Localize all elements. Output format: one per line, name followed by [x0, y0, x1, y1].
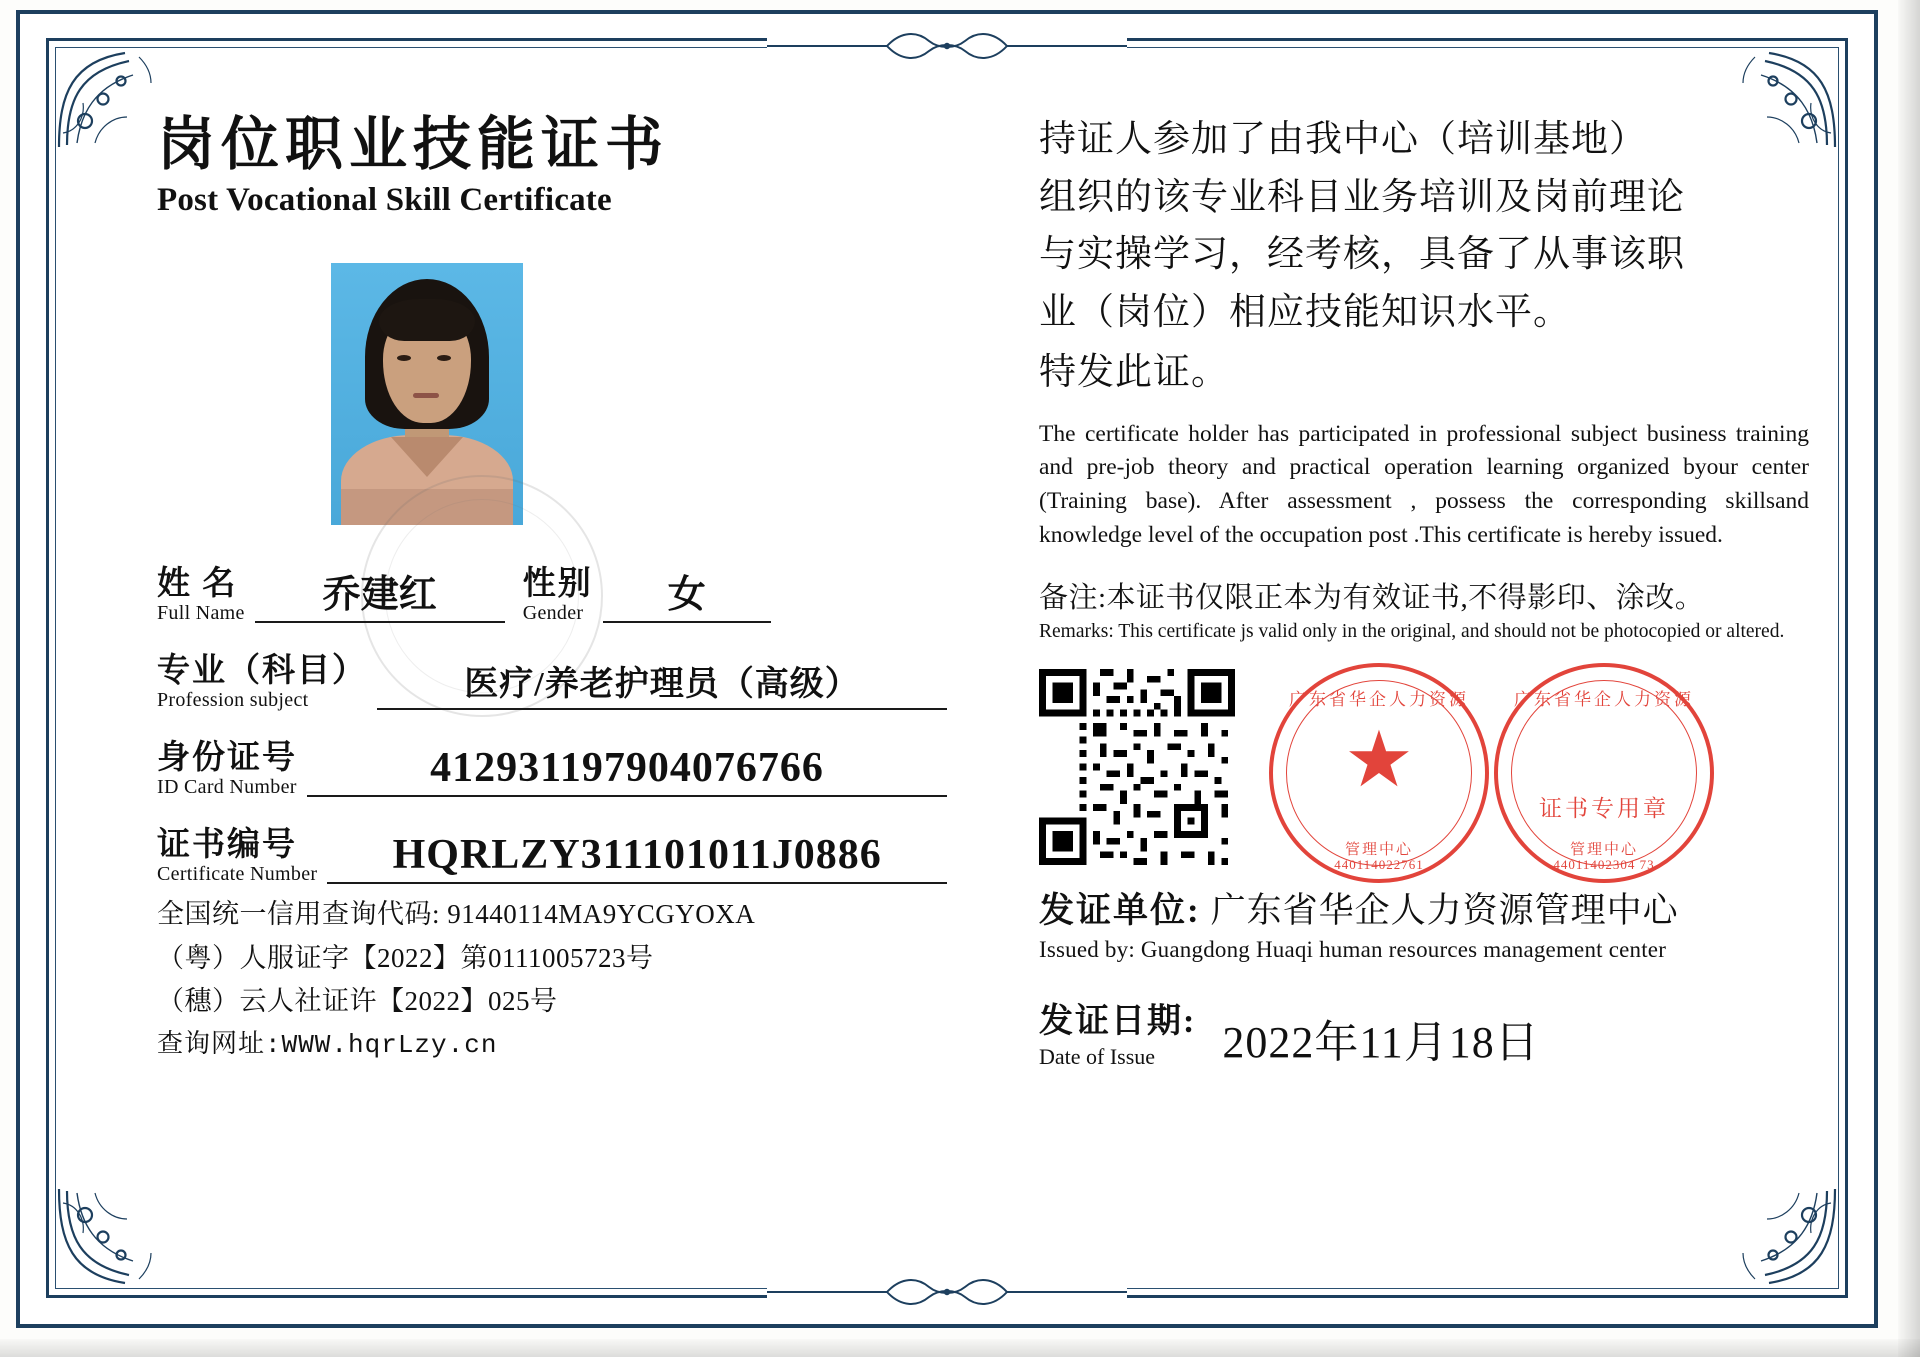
statement-cn-line-3: 与实操学习，经考核，具备了从事该职 — [1039, 234, 1685, 276]
field-list — [157, 563, 947, 916]
issuer-line-cn — [1039, 883, 1809, 933]
seal-arc-bottom-text: 管理中心 — [1344, 841, 1413, 858]
seal-arc-top-text: 广东省华企人力资源 — [1289, 689, 1469, 709]
statement-cn-line-5: 特发此证。 — [1039, 351, 1229, 393]
certificate-title-en: Post Vocational Skill Certificate — [157, 181, 612, 218]
label-gender-cn: 性别 — [522, 566, 593, 602]
certificate-special-seal — [1494, 663, 1714, 883]
remarks-en: Remarks: This certificate js valid only in the original, and should not be photocopied or altered. — [1039, 620, 1785, 642]
row-profession-subject — [157, 655, 947, 710]
value-gender: 女 — [603, 563, 771, 623]
issue-date-block — [1039, 993, 1809, 1070]
scan-edge-bottom — [0, 1339, 1920, 1357]
label-full-name — [157, 568, 245, 623]
issuer-value-cn: 广东省华企人力资源管理中心 — [1210, 890, 1679, 930]
statement-cn-line-2: 组织的该专业科目业务培训及岗前理论 — [1039, 176, 1685, 218]
value-profession-subject: 医疗/养老护理员（高级） — [377, 656, 947, 710]
issue-date-label-cn: 发证日期: — [1039, 1002, 1197, 1040]
issuer-label-cn: 发证单位: — [1039, 890, 1201, 930]
label-certificate-number-en: Certificate Number — [157, 863, 318, 885]
ornament-bottom-center-icon — [767, 1275, 1127, 1309]
label-id-card-number-en: ID Card Number — [157, 776, 297, 798]
label-id-card-number-cn: 身份证号 — [157, 740, 297, 776]
photo-eye-right — [437, 355, 451, 361]
footnote-query-website[interactable]: 查询网址:WWW.hqrLzy.cn — [157, 1030, 498, 1061]
seal-code: 44011402304 73 — [1553, 856, 1655, 872]
certificate-title-cn: 岗位职业技能证书 — [157, 112, 670, 177]
issue-date-value: 2022年11月18日 — [1222, 1017, 1540, 1067]
footnote-license-sui: （穗）云人社证许【2022】025号 — [157, 986, 558, 1017]
issuer-seal-star — [1269, 663, 1489, 883]
statement-en: The certificate holder has participated in professional subject business training and pre-job theory and practical operation learning organized byour center (Training base). After assessment , possess the corresponding skillsand knowledge level of the occupation post .This certificate is hereby issued. — [1039, 420, 1809, 549]
seal-mid-text: 证书专用章 — [1539, 795, 1669, 821]
seal-arc-bottom-text: 管理中心 — [1569, 841, 1638, 858]
label-gender-en: Gender — [522, 602, 584, 624]
star-icon: ★ — [1344, 716, 1414, 804]
statement-cn — [1039, 111, 1809, 402]
row-id-card-number — [157, 742, 947, 797]
label-profession-subject — [157, 655, 367, 710]
photo-bangs — [379, 299, 475, 341]
issue-date-label — [1039, 993, 1196, 1070]
remarks-cn: 备注:本证书仅限正本为有效证书,不得影印、涂改。 — [1039, 581, 1705, 614]
certificate-content — [109, 93, 1809, 1243]
row-full-name-gender — [157, 563, 947, 623]
label-profession-subject-cn: 专业（科目） — [157, 653, 367, 689]
label-profession-subject-en: Profession subject — [157, 689, 309, 711]
row-certificate-number — [157, 829, 947, 884]
left-column — [157, 112, 917, 219]
certificate-frame — [16, 10, 1878, 1328]
statement-cn-line-1: 持证人参加了由我中心（培训基地） — [1039, 119, 1647, 160]
photo-mouth — [413, 393, 439, 398]
issue-date-label-en: Date of Issue — [1039, 1043, 1156, 1069]
issuer-label-en: Issued by: — [1039, 936, 1135, 962]
statement-cn-line-4: 业（岗位）相应技能知识水平。 — [1039, 292, 1571, 334]
label-full-name-cn: 姓 名 — [157, 566, 238, 602]
photo-eye-left — [397, 355, 411, 361]
footnote-license-yue: （粤）人服证字【2022】第0111005723号 — [157, 942, 654, 973]
seal-area — [1039, 663, 1809, 879]
verification-qr-code[interactable] — [1039, 669, 1235, 865]
ornament-top-center-icon — [767, 29, 1127, 63]
label-certificate-number — [157, 829, 317, 884]
footnote-credit-code: 全国统一信用查询代码: 91440114MA9YCGYOXA — [157, 899, 756, 929]
footnotes — [157, 893, 957, 1066]
issuer-value-en: Guangdong Huaqi human resources management center — [1140, 936, 1667, 962]
value-id-card-number: 412931197904076766 — [307, 744, 947, 797]
issuer-block — [1039, 883, 1809, 963]
label-certificate-number-cn: 证书编号 — [157, 827, 297, 863]
scan-edge-right — [1898, 0, 1920, 1357]
label-gender — [523, 568, 593, 623]
value-certificate-number: HQRLZY311101011J0886 — [327, 831, 947, 884]
seal-arc-top-text: 广东省华企人力资源 — [1514, 689, 1694, 709]
label-full-name-en: Full Name — [157, 602, 245, 624]
value-full-name: 乔建红 — [255, 563, 505, 623]
seal-code: 440114022761 — [1334, 856, 1424, 872]
label-id-card-number — [157, 742, 297, 797]
right-column — [1039, 111, 1809, 1070]
issuer-line-en — [1039, 937, 1809, 963]
certificate-inner-border — [46, 38, 1848, 1298]
